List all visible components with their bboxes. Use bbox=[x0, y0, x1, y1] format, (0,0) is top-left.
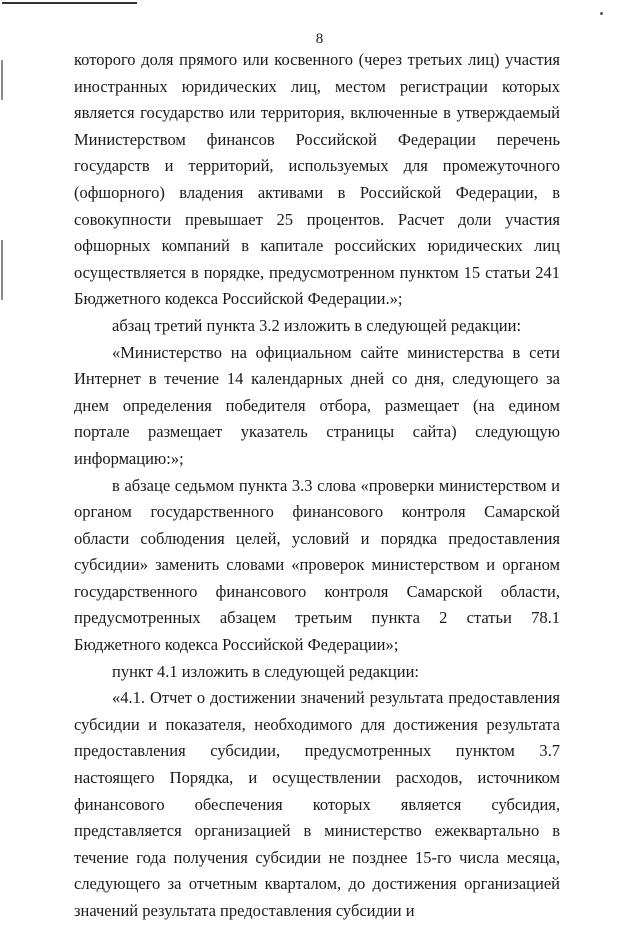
paragraph: абзац третий пункта 3.2 изложить в следующей редакции: bbox=[112, 315, 522, 335]
paragraph: которого доля прямого или косвенного (через третьих лиц) участия иностранных юридических лиц, местом регистрации которых является государство или территория, включенные в утверждаемый Министерством финансов Российской Федерации перечень государств и территорий, используемых для промежуточного (офшорного) владения активами в Российской Федерации, в совокупности превышает 25 процентов. Расчет доли участия офшорных компаний в капитале российских юридических лиц осуществляется в порядке, предусмотренном пунктом 15 статьи 241 Бюджетного кодекса Российской Федерации.»; bbox=[74, 50, 560, 309]
top-edge-line bbox=[2, 2, 137, 4]
page-number: 8 bbox=[315, 31, 324, 47]
scan-edge-mark bbox=[1, 60, 3, 100]
scan-speck bbox=[600, 12, 603, 15]
paragraph: «4.1. Отчет о достижении значений результата предоставления субсидии и показателя, необходимого для достижения результата предоставления субсидии, предусмотренных пунктом 3.7 настоящего Порядка, и осуществлении расходов, источником финансового обеспечения которых является субсидия, представляется организацией в министерство ежеквартально в течение года получения субсидии не позднее 15-го числа месяца, следующего за отчетным кварталом, до достижения организацией значений результата предоставления субсидии и bbox=[74, 688, 560, 920]
paragraph: «Министерство на официальном сайте министерства в сети Интернет в течение 14 календарных дней со дня, следующего за днем определения победителя отбора, размещает (на едином портале размещает указатель страницы сайта) следующую информацию:»; bbox=[74, 342, 560, 468]
scan-edge-mark bbox=[1, 240, 3, 300]
paragraph: пункт 4.1 изложить в следующей редакции: bbox=[112, 661, 420, 681]
document-body bbox=[74, 47, 560, 925]
paragraph: в абзаце седьмом пункта 3.3 слова «проверки министерством и органом государственного финансового контроля Самарской области соблюдения целей, условий и порядка предоставления субсидии» заменить словами «проверок министерством и органом государственного финансового контроля Самарской области, предусмотренных абзацем третьим пункта 2 статьи 78.1 Бюджетного кодекса Российской Федерации»; bbox=[74, 475, 560, 655]
